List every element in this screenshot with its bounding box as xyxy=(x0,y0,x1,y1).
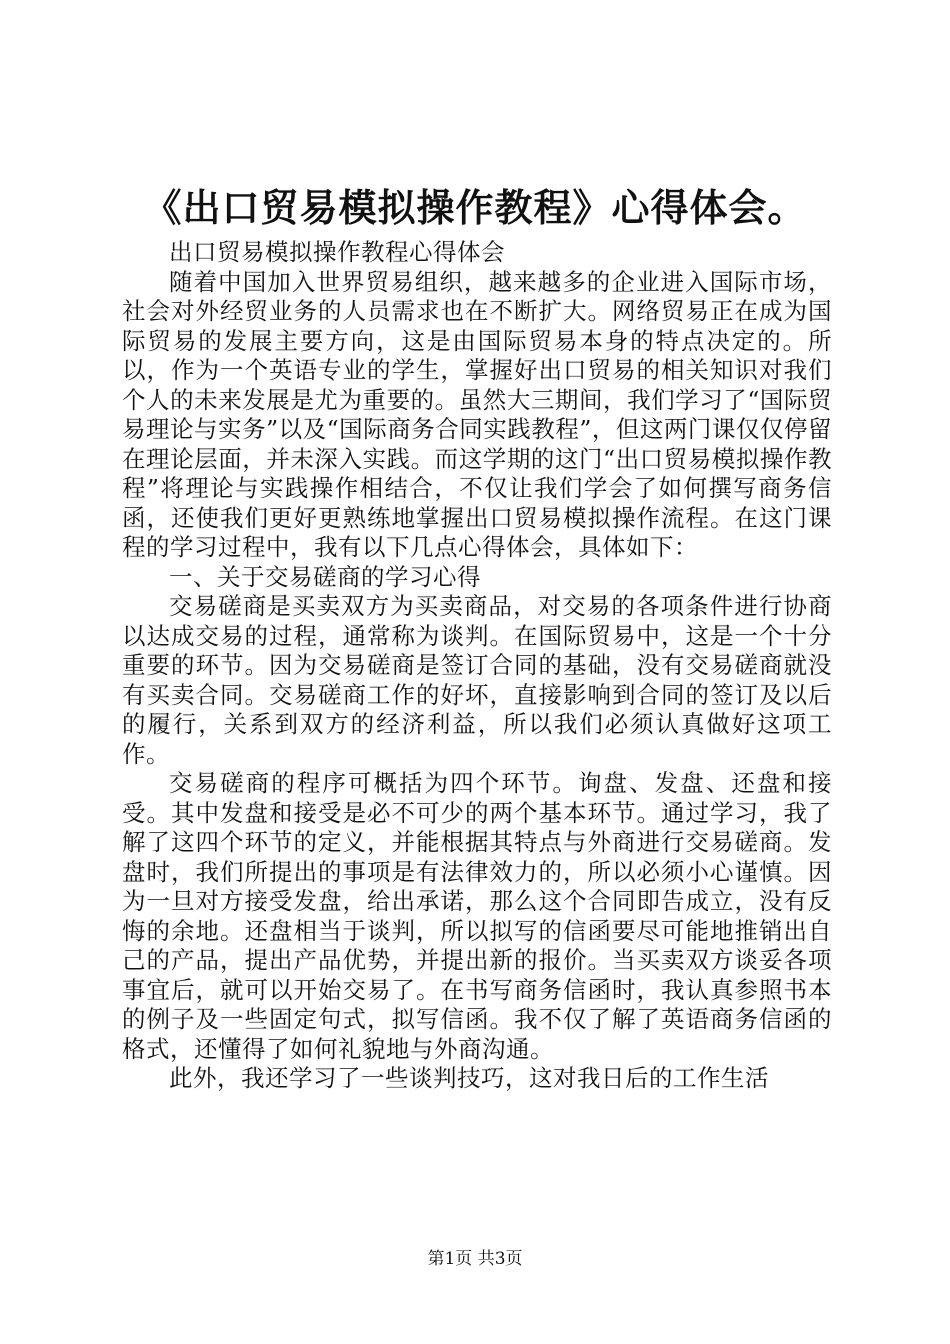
paragraph: 交易磋商的程序可概括为四个环节。询盘、发盘、还盘和接受。其中发盘和接受是必不可少的两个基本环节。通过学习，我了解了这四个环节的定义，并能根据其特点与外商进行交易磋商。发盘时，我们所提出的事项是有法律效力的，所以必须小心谨慎。因为一旦对方接受发盘，给出承诺，那么这个合同即告成立，没有反悔的余地。还盘相当于谈判，所以拟写的信函要尽可能地推销出自己的产品，提出产品优势，并提出新的报价。当买卖双方谈妥各项事宜后，就可以开始交易了。在书写商务信函时，我认真参照书本的例子及一些固定句式，拟写信函。我不仅了解了英语商务信函的格式，还懂得了如何礼貌地与外商沟通。 xyxy=(122,769,832,1063)
page-footer: 第1页 共3页 xyxy=(427,1249,523,1269)
document-title: 《出口贸易模拟操作教程》心得体会。 xyxy=(143,185,807,230)
document-body xyxy=(122,238,832,1094)
paragraph: 此外，我还学习了一些谈判技巧，这对我日后的工作生活 xyxy=(169,1064,769,1092)
section-heading: 一、关于交易磋商的学习心得 xyxy=(169,562,481,591)
paragraph: 交易磋商是买卖双方为买卖商品，对交易的各项条件进行协商以达成交易的过程，通常称为谈判。在国际贸易中，这是一个十分重要的环节。因为交易磋商是签订合同的基础，没有交易磋商就没有买卖合同。交易磋商工作的好坏，直接影响到合同的签订及以后的履行，关系到双方的经济利益，所以我们必须认真做好这项工作。 xyxy=(122,592,832,768)
paragraph: 随着中国加入世界贸易组织，越来越多的企业进入国际市场，社会对外经贸业务的人员需求也在不断扩大。网络贸易正在成为国际贸易的发展主要方向，这是由国际贸易本身的特点决定的。所以，作为一个英语专业的学生，掌握好出口贸易的相关知识对我们个人的未来发展是尤为重要的。虽然大三期间，我们学习了“国际贸易理论与实务”以及“国际商务合同实践教程”，但这两门课仅仅停留在理论层面，并未深入实践。而这学期的这门“出口贸易模拟操作教程”将理论与实践操作相结合，不仅让我们学会了如何撰写商务信函，还使我们更好更熟练地掌握出口贸易模拟操作流程。在这门课程的学习过程中，我有以下几点心得体会，具体如下： xyxy=(122,267,832,561)
paragraph-subtitle: 出口贸易模拟操作教程心得体会 xyxy=(169,238,505,266)
